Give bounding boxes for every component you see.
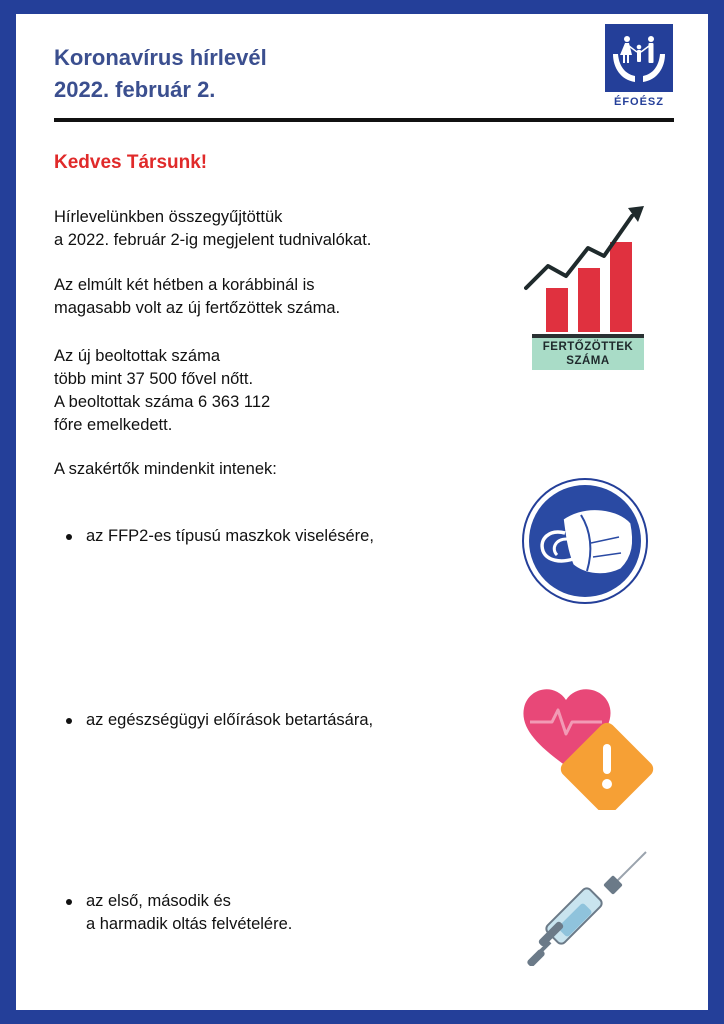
logo-text: ÉFOÉSZ [613, 96, 664, 108]
infections-line-2: magasabb volt az új fertőzöttek száma. [54, 299, 341, 317]
paragraph-intro [54, 206, 371, 252]
logo-emblem [605, 24, 673, 92]
infections-line-1: Az elmúlt két hétben a korábbinál is [54, 276, 315, 294]
chart-caption [532, 334, 644, 370]
bullet-vaccination-line-1: az első, második és [86, 892, 231, 910]
vaccinations-line-4: főre emelkedett. [54, 416, 173, 434]
bullet-vaccination-text [86, 890, 292, 936]
family-hands-icon [605, 24, 673, 92]
header-divider [54, 118, 674, 122]
ffp2-mask-icon [521, 477, 649, 605]
chart-caption-line-2: SZÁMA [566, 355, 610, 367]
rising-bars-icon [524, 202, 650, 334]
newsletter-title [54, 42, 267, 106]
vaccinations-line-1: Az új beoltottak száma [54, 347, 220, 365]
vaccinations-line-3: A beoltottak száma 6 363 112 [54, 393, 271, 411]
bullet-vaccination-line-2: a harmadik oltás felvételére. [86, 915, 293, 933]
bullet-vaccination [66, 890, 292, 936]
efoesz-logo [605, 24, 673, 112]
intro-line-2: a 2022. február 2-ig megjelent tudnivalókat. [54, 231, 372, 249]
bullet-masks-text: az FFP2-es típusú maszkok viselésére, [86, 527, 374, 545]
title-line-2: 2022. február 2. [54, 77, 216, 102]
heart-warning-icon [518, 678, 654, 810]
title-line-1: Koronavírus hírlevél [54, 45, 267, 70]
intro-line-1: Hírlevelünkben összegyűjtöttük [54, 208, 283, 226]
infection-chart-icon [524, 202, 650, 370]
paragraph-experts: A szakértők mindenkit intenek: [54, 460, 277, 478]
bullet-dot [66, 899, 72, 905]
vaccinations-line-2: több mint 37 500 fővel nőtt. [54, 370, 254, 388]
greeting: Kedves Társunk! [54, 152, 208, 173]
bullet-dot [66, 718, 72, 724]
syringe-icon [526, 850, 652, 966]
newsletter-page [16, 14, 708, 1010]
bullet-health-rules [66, 709, 373, 732]
paragraph-vaccinations [54, 345, 270, 437]
bullet-dot [66, 534, 72, 540]
chart-caption-line-1: FERTŐZÖTTEK [542, 341, 634, 353]
paragraph-infections [54, 274, 340, 320]
bullet-health-rules-text: az egészségügyi előírások betartására, [86, 711, 374, 729]
bullet-masks [66, 525, 374, 548]
